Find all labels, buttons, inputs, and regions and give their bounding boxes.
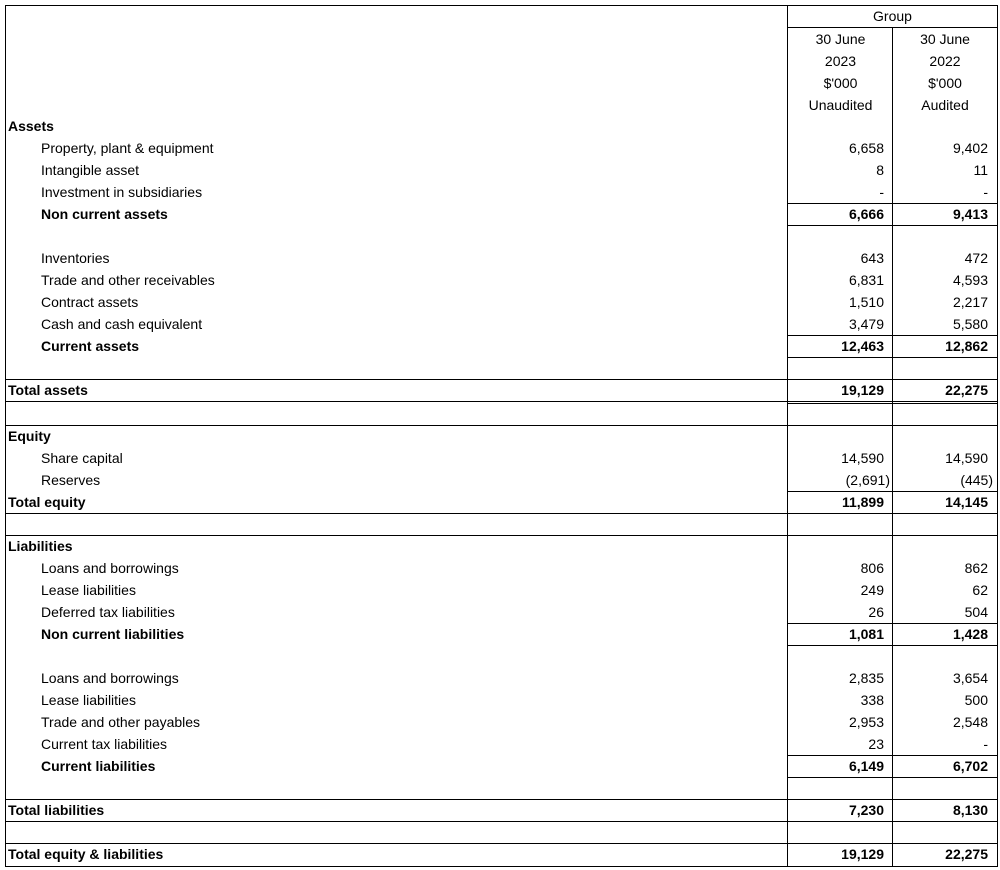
table-row [0,579,1000,601]
row-label: Non current assets [41,206,168,222]
value-2022: 22,275 [945,846,988,862]
assets-heading-row [0,115,1000,137]
value-2022: - [983,184,988,200]
row-label: Current tax liabilities [41,736,168,752]
value-2023: 26 [868,604,884,620]
col2-year: 2022 [929,53,961,69]
value-2023: 2,953 [848,714,884,730]
value-2022: 6,702 [952,758,988,774]
value-2023: 338 [860,692,884,708]
row-label: Contract assets [41,294,139,310]
value-2023: 7,230 [848,802,884,818]
table-row [0,469,1000,491]
col2-status: Audited [921,97,969,113]
row-label: Current assets [41,338,140,354]
row-label: Trade and other payables [41,714,201,730]
group-header: Group [873,8,912,24]
row-label: Reserves [41,472,101,488]
value-2022: 1,428 [952,626,988,642]
table-row [0,247,1000,269]
col1-year: 2023 [824,53,857,69]
value-2023: 6,149 [848,758,884,774]
rule [787,225,998,226]
value-2022: 3,654 [952,670,988,686]
value-2022: 12,862 [945,338,988,354]
col1-date: 30 June [815,31,866,47]
table-row [0,667,1000,689]
value-2022: 2,548 [952,714,988,730]
rule [787,777,998,778]
value-2022: 14,145 [945,494,988,510]
subtotal-row [0,623,1000,645]
row-label: Investment in subsidiaries [41,184,203,200]
value-2022: 22,275 [945,382,988,398]
value-2023: 19,129 [841,382,884,398]
table-row [0,181,1000,203]
row-label: Loans and borrowings [41,670,179,686]
table-row [0,159,1000,181]
value-2022: 862 [964,560,988,576]
value-2022: 11 [973,162,988,178]
value-2022: 500 [964,692,988,708]
value-2022: 5,580 [952,316,988,332]
total-equity-bottom-rule [5,513,998,514]
value-2023: 806 [860,560,884,576]
table-row [0,447,1000,469]
table-row [0,137,1000,159]
value-2022: 504 [964,604,988,620]
rule [787,403,998,404]
row-label: Share capital [41,450,123,466]
value-2023: 6,666 [848,206,884,222]
value-2022: 8,130 [952,802,988,818]
value-2023: 8 [876,162,884,178]
table-row [0,601,1000,623]
total-row [0,491,1000,513]
value-2023: (2,691) [845,472,890,488]
liabilities-heading-row [0,535,1000,557]
grand-total-row [0,843,1000,865]
row-label: Total equity & liabilities [8,846,164,862]
subtotal-row [0,755,1000,777]
row-label: Equity [8,428,51,444]
row-label: Lease liabilities [41,692,136,708]
value-2023: - [879,184,884,200]
table-row [0,313,1000,335]
rule [787,645,998,646]
row-label: Loans and borrowings [41,560,179,576]
value-2023: 23 [868,736,884,752]
value-2023: 12,463 [841,338,884,354]
total-liabilities-bottom-rule [5,821,998,822]
row-label: Inventories [41,250,110,266]
value-2022: 472 [964,250,988,266]
row-label: Lease liabilities [41,582,136,598]
value-2023: 11,899 [841,494,884,510]
table-row [0,557,1000,579]
table-row [0,689,1000,711]
row-label: Liabilities [8,538,73,554]
row-label: Property, plant & equipment [41,140,214,156]
col1-unit: $'000 [823,75,858,91]
col2-unit: $'000 [928,75,962,91]
row-label: Deferred tax liabilities [41,604,175,620]
value-2023: 1,510 [848,294,884,310]
value-2022: - [983,736,988,752]
rule [787,357,998,358]
table-row [0,711,1000,733]
value-2022: 14,590 [945,450,988,466]
value-2022: 62 [972,582,988,598]
total-assets-bottom-rule [5,401,998,402]
value-2022: 9,413 [952,206,988,222]
row-label: Cash and cash equivalent [41,316,203,332]
col1-status: Unaudited [808,97,873,113]
row-label: Assets [8,118,54,134]
value-2022: (445) [960,472,993,488]
value-2022: 4,593 [952,272,988,288]
value-2023: 1,081 [848,626,884,642]
value-2023: 6,658 [848,140,884,156]
col2-date: 30 June [920,31,970,47]
value-2023: 2,835 [848,670,884,686]
row-label: Intangible asset [41,162,140,178]
value-2022: 9,402 [952,140,988,156]
total-row [0,379,1000,401]
table-row [0,733,1000,755]
row-label: Trade and other receivables [41,272,215,288]
row-label: Current liabilities [41,758,156,774]
value-2023: 643 [860,250,884,266]
value-2023: 14,590 [841,450,884,466]
value-2023: 6,831 [848,272,884,288]
value-2022: 2,217 [952,294,988,310]
equity-heading-row [0,425,1000,447]
row-label: Non current liabilities [41,626,185,642]
subtotal-row [0,203,1000,225]
row-label: Total equity [8,494,86,510]
table-row [0,291,1000,313]
row-label: Total liabilities [8,802,105,818]
row-label: Total assets [8,382,88,398]
value-2023: 249 [860,582,884,598]
value-2023: 19,129 [841,846,884,862]
value-2023: 3,479 [848,316,884,332]
table-row [0,269,1000,291]
subtotal-row [0,335,1000,357]
total-row [0,799,1000,821]
